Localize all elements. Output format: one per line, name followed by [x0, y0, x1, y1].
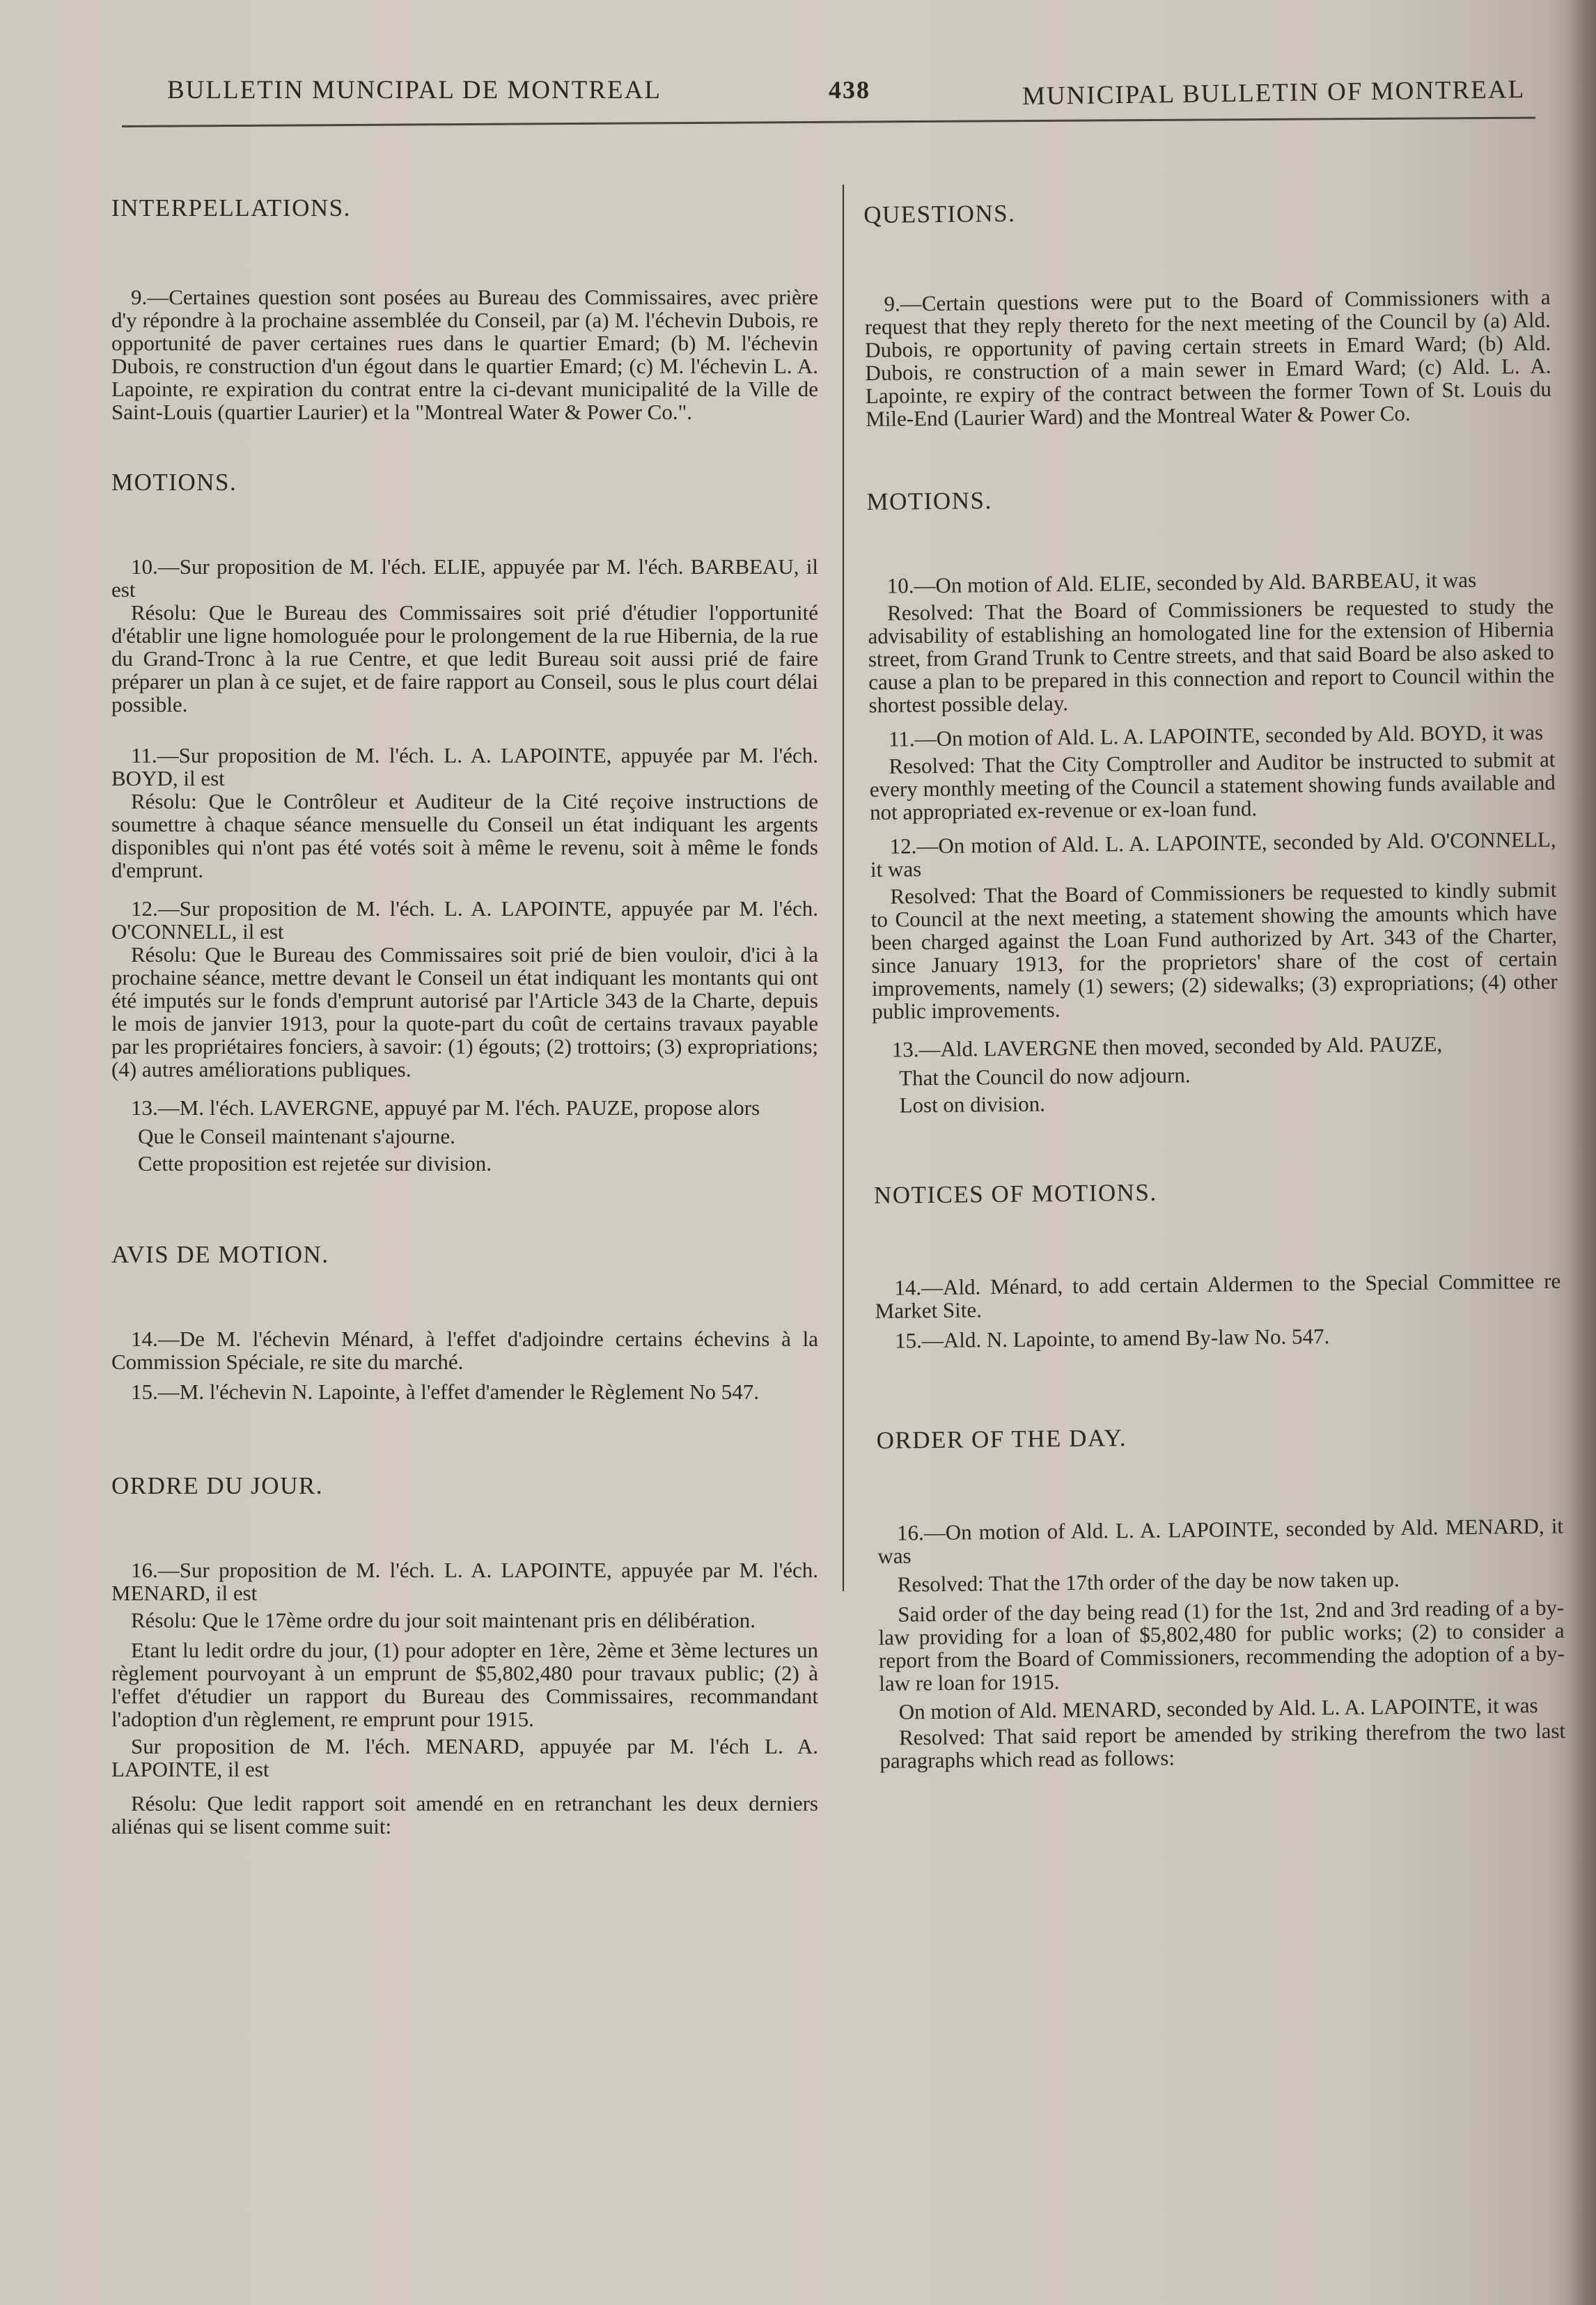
english-item-15: 15.—Ald. N. Lapointe, to amend By-law No. 547.: [894, 1324, 1330, 1353]
french-item-11: 11.—Sur proposition de M. l'éch. L. A. LAPOINTE, appuyée par M. l'éch. BOYD, il est: [111, 743, 818, 790]
english-column: [863, 195, 1566, 1772]
column-divider: [843, 185, 844, 1591]
english-item-16-final-resolution: Resolved: That said report be amended by striking therefrom the two last paragraphs which read as follows:: [879, 1718, 1566, 1773]
english-item-11: 11.—On motion of Ald. L. A. LAPOINTE, seconded by Ald. BOYD, it was: [888, 719, 1544, 751]
french-item-12: 12.—Sur proposition de M. l'éch. L. A. LAPOINTE, appuyée par M. l'éch. O'CONNELL, il est: [111, 896, 818, 944]
header-left-title: BULLETIN MUNCIPAL DE MONTREAL: [167, 76, 662, 104]
french-item-14: 14.—De M. l'échevin Ménard, à l'effet d'adjoindre certains échevins à la Commission Spéciale, re site du marché.: [111, 1327, 818, 1374]
section-title-motions: MOTIONS.: [111, 469, 237, 496]
french-item-16-resolution: Résolu: Que le 17ème ordre du jour soit maintenant pris en délibération.: [131, 1608, 756, 1632]
english-item-10: 10.—On motion of Ald. ELIE, seconded by Ald. BARBEAU, it was: [886, 567, 1477, 598]
english-item-14: 14.—Ald. Ménard, to add certain Aldermen to the Special Committee re Market Site.: [875, 1268, 1561, 1323]
english-item-16-order: Said order of the day being read (1) for the 1st, 2nd and 3rd reading of a by-law providing for a loan of $5,802,480 for public works; (2) to consider a report from the Board of Commissioners, recommending the adoption of a by-law re loan for 1915.: [878, 1595, 1565, 1696]
french-item-10-resolution: Résolu: Que le Bureau des Commissaires soit prié d'étudier l'opportunité d'établir une ligne homologuée pour le prolongement de la rue Hibernia, de la rue du Grand-Tronc à la rue Centre, et que ledit Bureau soit aussi prié de faire préparer un plan à ce sujet, et de faire rapport au Conseil, sous le plus court délai possible.: [111, 600, 818, 717]
page-edge-shadow: [1568, 0, 1596, 2305]
french-item-16-final-resolution: Résolu: Que ledit rapport soit amendé en en retranchant les deux derniers aliénas qui se lisent comme suit:: [111, 1791, 818, 1838]
section-title-motions-en: MOTIONS.: [866, 487, 992, 515]
section-title-notices-of-motions: NOTICES OF MOTIONS.: [873, 1178, 1157, 1209]
english-item-11-resolution: Resolved: That the City Comptroller and Auditor be instructed to submit at every monthly meeting of the Council a statement showing funds available and not appropriated ex-revenue or ex-loan fund.: [869, 747, 1556, 825]
english-item-13-proposal: That the Council do now adjourn.: [898, 1063, 1191, 1091]
french-item-12-resolution: Résolu: Que le Bureau des Commissaires soit prié de bien vouloir, d'ici à la prochaine séance, mettre devant le Conseil un état indiquant les montants qui ont été imputés sur le fonds d'emprunt autorisé par l'Article 343 de la Charte, depuis le mois de janvier 1913, pour la quote-part du coût de certains travaux payable par les propriétaires fonciers, à savoir: (1) égouts; (2) trottoirs; (3) expropriations; (4) autres améliorations publiques.: [111, 942, 818, 1081]
french-item-9: 9.—Certaines question sont posées au Bureau des Commissaires, avec prière d'y répondre à la prochaine assemblée du Conseil, par (a) M. l'échevin Dubois, re opportunité de paver certaines rues dans le quartier Emard; (b) M. l'échevin Dubois, re construction d'un égout dans le quartier Emard; (c) M. l'échevin L. A. Lapointe, re expiration du contrat entre la ci-devant municipalité de la Ville de Saint-Louis (quartier Laurier) et la "Montreal Water & Power Co.".: [111, 285, 818, 424]
header-right-title: MUNICIPAL BULLETIN OF MONTREAL: [1022, 75, 1526, 111]
section-title-questions: QUESTIONS.: [863, 199, 1016, 228]
section-title-order-of-the-day: ORDER OF THE DAY.: [876, 1424, 1127, 1454]
french-column: [111, 195, 818, 1838]
english-item-16-second-motion: On motion of Ald. MENARD, seconded by Ald. L. A. LAPOINTE, it was: [898, 1692, 1538, 1724]
french-item-10: 10.—Sur proposition de M. l'éch. ELIE, appuyée par M. l'éch. BARBEAU, il est: [111, 554, 818, 602]
french-item-16: 16.—Sur proposition de M. l'éch. L. A. LAPOINTE, appuyée par M. l'éch. MENARD, il est: [111, 1558, 818, 1605]
english-item-13-result: Lost on division.: [899, 1091, 1046, 1118]
english-item-12-resolution: Resolved: That the Board of Commissioners be requested to kindly submit to Council at the next meeting, a statement showing the amounts which have been charged against the Loan Fund authorized by Art. 343 of the Charter, since January 1913, for the proprietors' share of the cost of certain improvements, namely (1) sewers; (2) sidewalks; (3) expropriations; (4) other public improvements.: [870, 877, 1558, 1024]
page-number: 438: [829, 76, 870, 104]
french-item-13-result: Cette proposition est rejetée sur division.: [138, 1151, 492, 1175]
section-title-avis-de-motion: AVIS DE MOTION.: [111, 1241, 329, 1268]
french-item-13-proposal: Que le Conseil maintenant s'ajourne.: [138, 1124, 455, 1148]
section-title-ordre-du-jour: ORDRE DU JOUR.: [111, 1472, 323, 1499]
english-item-16: 16.—On motion of Ald. L. A. LAPOINTE, seconded by Ald. MENARD, it was: [877, 1513, 1564, 1568]
french-item-16-second-motion: Sur proposition de M. l'éch. MENARD, appuyée par M. l'éch L. A. LAPOINTE, il est: [111, 1734, 818, 1781]
french-item-16-order: Etant lu ledit ordre du jour, (1) pour adopter en 1ère, 2ème et 3ème lectures un règlement pourvoyant à un emprunt de $5,802,480 pour travaux public; (2) à l'effet d'étudier un rapport du Bureau des Commissaires, recommandant l'adoption d'un règlement, re emprunt pour 1915.: [111, 1638, 818, 1731]
english-item-13: 13.—Ald. LAVERGNE then moved, seconded by Ald. PAUZE,: [891, 1031, 1443, 1062]
english-item-9: 9.—Certain questions were put to the Board of Commissioners with a request that they reply thereto for the next meeting of the Council by (a) Ald. Dubois, re opportunity of paving certain streets in Emard Ward; (b) Ald. Dubois, re construction of a main sewer in Emard Ward; (c) Ald. L. A. Lapointe, re expiry of the contract between the former Town of St. Louis du Mile-End (Laurier Ward) and the Montreal Water & Power Co.: [864, 284, 1552, 431]
french-item-11-resolution: Résolu: Que le Contrôleur et Auditeur de la Cité reçoive instructions de soumettre à chaque séance mensuelle du Conseil un état indiquant les argents disponibles qui n'ont pas été votés soit à même le revenu, soit à même le fonds d'emprunt.: [111, 789, 818, 882]
section-title-interpellations: INTERPELLATIONS.: [111, 194, 351, 221]
english-item-10-resolution: Resolved: That the Board of Commissioners be requested to study the advisability of establishing an homologated line for the extension of Hibernia street, from Grand Trunk to Centre streets, and that said Board be also asked to cause a plan to be prepared in this connection and report to Council within the shortest possible delay.: [868, 593, 1555, 717]
header-rule: [122, 117, 1535, 127]
french-item-15: 15.—M. l'échevin N. Lapointe, à l'effet d'amender le Règlement No 547.: [131, 1380, 759, 1404]
french-item-13: 13.—M. l'éch. LAVERGNE, appuyé par M. l'éch. PAUZE, propose alors: [131, 1095, 760, 1120]
english-item-12: 12.—On motion of Ald. L. A. LAPOINTE, seconded by Ald. O'CONNELL, it was: [870, 827, 1556, 882]
page-header: [167, 75, 1525, 117]
english-item-16-resolution: Resolved: That the 17th order of the day be now taken up.: [897, 1567, 1400, 1597]
